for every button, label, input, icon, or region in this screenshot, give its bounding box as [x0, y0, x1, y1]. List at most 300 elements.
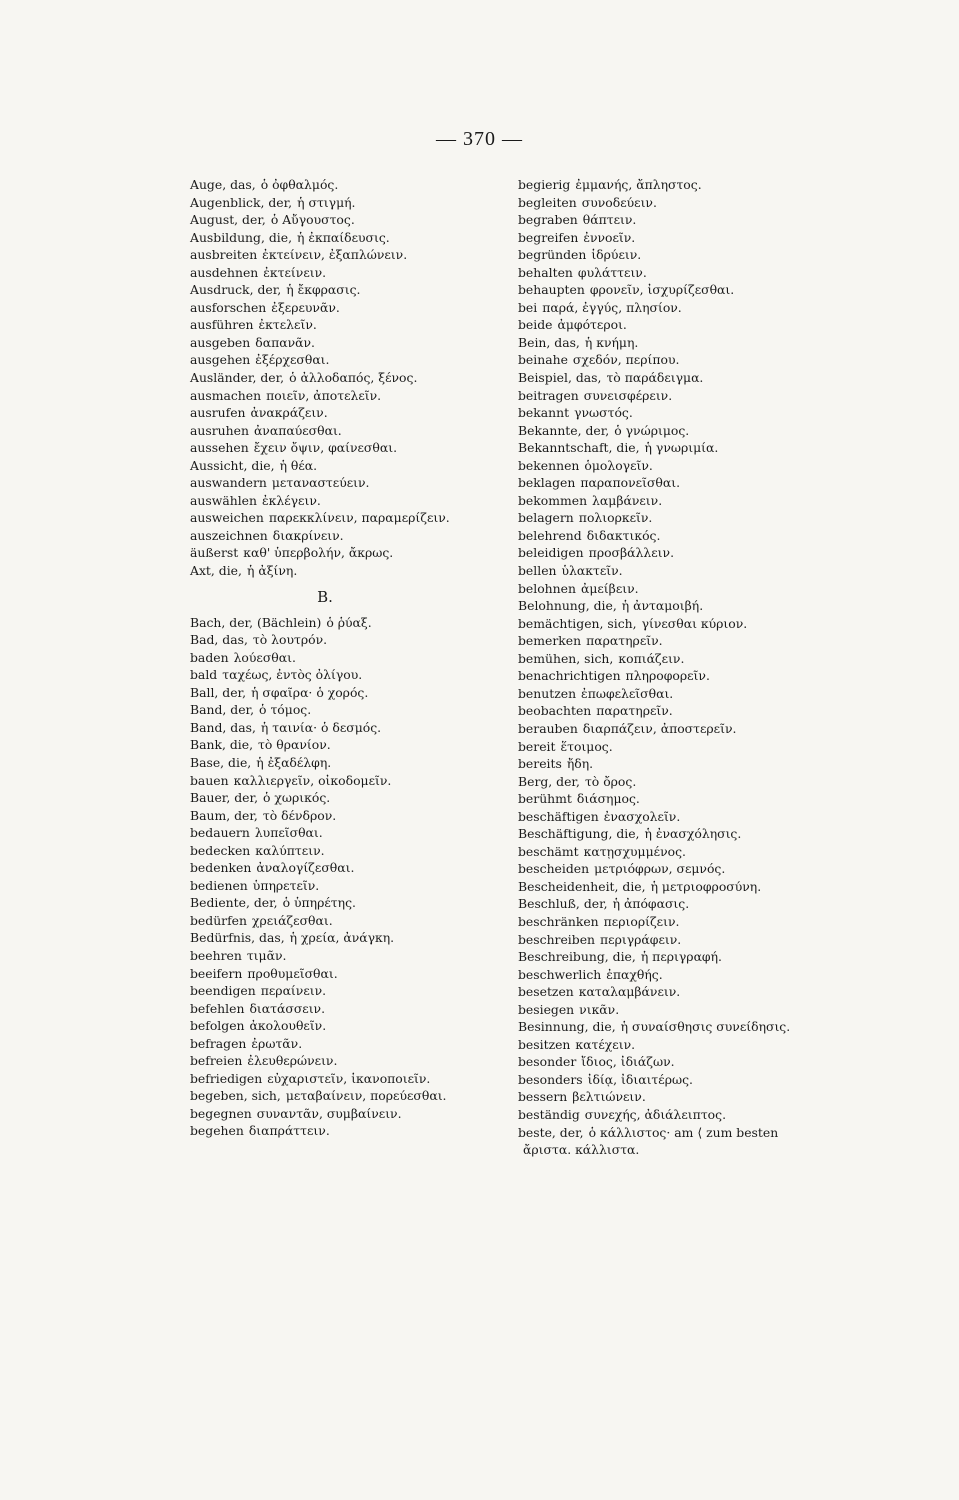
greek-translation: ὁ χωρικός.: [263, 790, 331, 806]
greek-translation: μετριόφρων, σεμνός.: [594, 861, 726, 877]
greek-translation: τὸ θρανίον.: [258, 737, 331, 753]
greek-translation: προσβάλλειν.: [588, 545, 675, 561]
greek-translation: λούεσθαι.: [233, 649, 296, 665]
dictionary-entry: [518, 702, 838, 720]
dictionary-entry: [518, 211, 838, 229]
german-headword: ausgehen: [190, 352, 251, 368]
dictionary-entry: [518, 667, 838, 685]
dictionary-entry: [190, 229, 550, 247]
dictionary-entry: [190, 457, 550, 475]
german-headword: Band, das,: [190, 719, 256, 735]
german-headword: begierig: [518, 177, 571, 192]
greek-translation: ἐξέρχεσθαι.: [255, 352, 330, 368]
dictionary-entry: [518, 1088, 838, 1106]
dictionary-entry: [518, 755, 838, 773]
german-headword: beständig: [518, 1106, 580, 1122]
german-headword: beeifern: [190, 965, 243, 981]
german-headword: ausforschen: [190, 299, 267, 315]
german-headword: beobachten: [518, 703, 592, 719]
dictionary-entry: [518, 1018, 838, 1036]
dictionary-entry: [190, 439, 550, 457]
german-headword: Bein, das,: [518, 334, 580, 350]
greek-translation: ἡ κνήμη.: [584, 334, 639, 350]
greek-translation: ἡ σφαῖρα· ὁ χορός.: [251, 684, 369, 700]
german-headword: bescheiden: [518, 861, 590, 877]
german-headword: Bekannte, der,: [518, 422, 610, 438]
dictionary-entry: [518, 1071, 838, 1089]
german-headword: bedienen: [190, 877, 248, 893]
dictionary-entry: [518, 264, 838, 282]
german-headword: ausweichen: [190, 510, 264, 526]
dictionary-entry: [518, 1036, 838, 1054]
german-headword: ausgeben: [190, 334, 251, 350]
greek-translation: ἡ θέα.: [279, 457, 318, 473]
german-headword: Base, die,: [190, 754, 252, 770]
german-headword: besitzen: [518, 1036, 571, 1052]
german-headword: belagern: [518, 510, 574, 526]
german-headword: besonder: [518, 1054, 577, 1070]
greek-translation: ἡ στιγμή.: [297, 194, 356, 210]
greek-translation: φυλάττειν.: [577, 264, 647, 280]
greek-translation: ὁμολογεῖν.: [584, 457, 653, 473]
greek-translation: λαμβάνειν.: [592, 492, 663, 508]
german-headword: belehrend: [518, 527, 582, 543]
german-headword: besetzen: [518, 984, 574, 1000]
greek-translation: ἐκτείνειν, ἐξαπλώνειν.: [262, 247, 408, 263]
greek-translation: ἐκτελεῖν.: [258, 317, 317, 333]
german-headword: baden: [190, 649, 229, 665]
dictionary-entry: [518, 316, 838, 334]
german-headword: besonders: [518, 1071, 583, 1087]
dictionary-entry: [190, 246, 550, 264]
greek-translation: ἐπωφελεῖσθαι.: [581, 685, 674, 701]
german-headword: bessern: [518, 1089, 568, 1105]
greek-translation: τὸ ὄρος.: [584, 773, 637, 789]
greek-translation: σχεδόν, περίπου.: [572, 352, 680, 368]
greek-translation: ταχέως, ἐντὸς ὀλίγου.: [222, 667, 363, 683]
german-headword: beendigen: [190, 983, 256, 999]
german-headword: bekennen: [518, 457, 580, 473]
german-headword: auszeichnen: [190, 527, 268, 543]
dictionary-entry: [518, 895, 838, 913]
dictionary-entry: [518, 860, 838, 878]
greek-translation: τὸ παράδειγμα.: [606, 370, 704, 386]
german-headword: bei: [518, 299, 538, 315]
dictionary-entry: [190, 947, 550, 965]
greek-translation: νικᾶν.: [579, 1001, 620, 1017]
greek-translation: ἐξερευνᾶν.: [271, 299, 340, 315]
greek-translation: συναντᾶν, συμβαίνειν.: [256, 1105, 402, 1121]
greek-translation: ἡ ἔκφρασις.: [286, 282, 361, 298]
greek-translation: ὁ ὑπηρέτης.: [282, 895, 356, 911]
greek-translation: εὐχαριστεῖν, ἱκανοποιεῖν.: [267, 1070, 431, 1086]
dictionary-entry: [518, 351, 838, 369]
german-headword: ausmachen: [190, 387, 262, 403]
german-headword: bemerken: [518, 633, 582, 649]
section-letter: B.: [317, 587, 333, 606]
greek-translation: συνεχής, ἀδιάλειπτος.: [584, 1106, 727, 1122]
greek-translation: ἔχειν ὄψιν, φαίνεσθαι.: [253, 440, 398, 456]
greek-translation: ὁ γνώριμος.: [614, 422, 690, 438]
dictionary-entry: [190, 965, 550, 983]
greek-translation: ἐλευθερώνειν.: [247, 1053, 338, 1069]
german-headword: bereit: [518, 738, 556, 754]
greek-translation: διαρπάζειν, ἀποστερεῖν.: [582, 720, 737, 736]
german-headword: bald: [190, 667, 218, 683]
german-headword: beschränken: [518, 913, 599, 929]
greek-translation: μεταναστεύειν.: [271, 475, 370, 491]
dictionary-entry: [190, 666, 550, 684]
german-headword: begreifen: [518, 229, 579, 245]
dictionary-entry: [518, 773, 838, 791]
dictionary-entry: [190, 684, 550, 702]
dictionary-entry: [190, 211, 550, 229]
german-headword: Beschluß, der,: [518, 896, 608, 912]
greek-translation: ὁ ῥύαξ.: [326, 614, 372, 630]
greek-translation: λυπεῖσθαι.: [254, 825, 323, 841]
left-column: [190, 176, 550, 1140]
greek-translation: ἐρωτᾶν.: [251, 1035, 303, 1051]
greek-translation: διατάσσειν.: [249, 1000, 326, 1016]
right-column: [518, 176, 838, 1159]
german-headword: beinahe: [518, 352, 568, 368]
greek-translation: ἰδίᾳ, ἰδιαιτέρως.: [587, 1071, 693, 1087]
dictionary-entry: [518, 404, 838, 422]
greek-translation: περιγράφειν.: [600, 931, 682, 947]
dictionary-entry: [190, 807, 550, 825]
dictionary-entry: [518, 562, 838, 580]
dictionary-entry: [518, 738, 838, 756]
greek-translation: ὁ κάλλιστος· am ⟨ zum besten: [588, 1124, 779, 1140]
dictionary-entry: [190, 281, 550, 299]
dictionary-entry: [190, 614, 550, 632]
greek-translation: καταλαμβάνειν.: [578, 984, 681, 1000]
german-headword: beschäftigen: [518, 808, 599, 824]
greek-translation: ἴδιος, ἰδιάζων.: [581, 1054, 675, 1070]
dictionary-entry: [190, 387, 550, 405]
german-headword: ausruhen: [190, 422, 249, 438]
greek-translation: ἡ χρεία, ἀνάγκη.: [289, 930, 395, 946]
dictionary-entry: [518, 369, 838, 387]
german-headword: Ausbildung, die,: [190, 229, 293, 245]
greek-translation: ἡ ἀξίνη.: [246, 563, 298, 579]
german-headword: befriedigen: [190, 1070, 263, 1086]
dictionary-entry: [190, 422, 550, 440]
greek-translation: ἤδη.: [566, 756, 594, 772]
dictionary-entry: [190, 859, 550, 877]
german-headword: bedauern: [190, 825, 250, 841]
greek-translation: ἐκλέγειν.: [261, 492, 321, 508]
dictionary-entry: [518, 983, 838, 1001]
german-headword: Belohnung, die,: [518, 598, 617, 614]
german-headword: Bediente, der,: [190, 895, 278, 911]
german-headword: beehren: [190, 947, 242, 963]
german-headword: bedenken: [190, 860, 252, 876]
german-headword: begründen: [518, 247, 587, 263]
dictionary-entry: [518, 474, 838, 492]
dictionary-entry: [518, 650, 838, 668]
greek-translation: παραπονεῖσθαι.: [580, 475, 681, 491]
german-headword: bemächtigen, sich,: [518, 615, 637, 631]
greek-translation: μεταβαίνειν, πορεύεσθαι.: [285, 1088, 447, 1104]
dictionary-entry: [518, 387, 838, 405]
german-headword: besiegen: [518, 1001, 575, 1017]
dictionary-entry: [190, 736, 550, 754]
german-headword: befolgen: [190, 1018, 245, 1034]
german-headword: auswandern: [190, 475, 267, 491]
greek-translation: ἡ μετριοφροσύνη.: [650, 878, 762, 894]
german-headword: befragen: [190, 1035, 247, 1051]
dictionary-entry: [190, 649, 550, 667]
greek-translation: ἀνακράζειν.: [250, 405, 328, 421]
german-headword: bemühen, sich,: [518, 650, 614, 666]
german-headword: behalten: [518, 264, 573, 280]
dictionary-entry: [518, 948, 838, 966]
greek-translation: παρεκκλίνειν, παραμερίζειν.: [268, 510, 450, 526]
greek-translation: ἡ ταινία· ὁ δεσμός.: [260, 719, 382, 735]
german-headword: Beispiel, das,: [518, 370, 602, 386]
dictionary-entry: [190, 334, 550, 352]
dictionary-entry: [190, 369, 550, 387]
greek-translation: καθ' ὑπερβολήν, ἄκρως.: [243, 545, 394, 561]
german-headword: Band, der,: [190, 702, 255, 718]
greek-translation: καλύπτειν.: [255, 842, 325, 858]
greek-translation: ἡ συναίσθησις συνείδησις.: [620, 1019, 791, 1035]
greek-translation: καλλιεργεῖν, οἰκοδομεῖν.: [233, 772, 392, 788]
dictionary-entry: [518, 439, 838, 457]
german-headword: bekannt: [518, 405, 570, 421]
greek-translation: ὑπηρετεῖν.: [252, 877, 320, 893]
dictionary-entry: [518, 527, 838, 545]
greek-translation: παρατηρεῖν.: [586, 633, 663, 649]
german-headword: berühmt: [518, 791, 572, 807]
german-headword: beleidigen: [518, 545, 584, 561]
greek-translation: κατέχειν.: [575, 1036, 636, 1052]
greek-translation: γνωστός.: [574, 405, 633, 421]
dictionary-entry: [190, 1000, 550, 1018]
german-headword: beide: [518, 317, 553, 333]
greek-translation: φρονεῖν, ἰσχυρίζεσθαι.: [589, 282, 735, 298]
german-headword: Bank, die,: [190, 737, 254, 753]
german-headword: Bad, das,: [190, 632, 248, 648]
dictionary-entry: [518, 615, 838, 633]
greek-translation: ἀναπαύεσθαι.: [253, 422, 342, 438]
german-headword: bedürfen: [190, 912, 247, 928]
greek-translation: ἡ ἐξαδέλφη.: [256, 754, 332, 770]
greek-translation: ἄριστα. κάλλιστα.: [523, 1142, 640, 1158]
greek-translation: ἡ ἐκπαίδευσις.: [297, 229, 390, 245]
greek-translation: περιορίζειν.: [603, 913, 680, 929]
german-headword: Berg, der,: [518, 773, 580, 789]
german-headword: ausführen: [190, 317, 254, 333]
dictionary-entry: [518, 597, 838, 615]
greek-translation: ἐννοεῖν.: [583, 229, 636, 245]
dictionary-entry: [190, 1052, 550, 1070]
dictionary-entry: [518, 843, 838, 861]
german-headword: behaupten: [518, 282, 585, 298]
greek-translation: ὑλακτεῖν.: [561, 563, 623, 579]
german-headword: Beschäftigung, die,: [518, 826, 640, 842]
greek-translation: προθυμεῖσθαι.: [247, 965, 338, 981]
dictionary-entry: [190, 562, 550, 580]
german-headword: ausbreiten: [190, 247, 258, 263]
german-headword: benachrichtigen: [518, 668, 621, 684]
german-headword: bekommen: [518, 492, 588, 508]
dictionary-entry: [518, 1106, 838, 1124]
dictionary-entry: [190, 1070, 550, 1088]
dictionary-entry: [518, 913, 838, 931]
german-headword: befehlen: [190, 1000, 245, 1016]
dictionary-entry: [190, 894, 550, 912]
greek-translation: περαίνειν.: [260, 983, 327, 999]
german-headword: bellen: [518, 563, 557, 579]
dictionary-entry: [190, 316, 550, 334]
greek-translation: ἐπαχθής.: [606, 966, 663, 982]
german-headword: begehen: [190, 1123, 244, 1139]
page-number: — 370 —: [436, 128, 523, 150]
greek-translation: ὁ Αὔγουστος.: [270, 212, 355, 228]
dictionary-entry: [190, 1017, 550, 1035]
dictionary-entry: [518, 1001, 838, 1019]
dictionary-entry: [518, 790, 838, 808]
greek-translation: διάσημος.: [576, 791, 640, 807]
dictionary-entry: [190, 982, 550, 1000]
german-headword: bauen: [190, 772, 229, 788]
german-headword: Ausländer, der,: [190, 370, 285, 386]
german-headword: begleiten: [518, 194, 577, 210]
german-headword: beschwerlich: [518, 966, 602, 982]
dictionary-entry: [190, 912, 550, 930]
dictionary-entry: [190, 492, 550, 510]
german-headword: Bekanntschaft, die,: [518, 440, 640, 456]
dictionary-entry: [518, 194, 838, 212]
german-headword: begegnen: [190, 1105, 252, 1121]
dictionary-entry: [518, 299, 838, 317]
greek-translation: ἐνασχολεῖν.: [603, 808, 681, 824]
german-headword: Ausdruck, der,: [190, 282, 282, 298]
dictionary-entry: [518, 808, 838, 826]
greek-translation: ἐκτείνειν.: [263, 264, 327, 280]
dictionary-entry: [518, 509, 838, 527]
dictionary-entry: [190, 544, 550, 562]
german-headword: Bach, der, (Bächlein): [190, 614, 322, 630]
german-headword: Baum, der,: [190, 807, 258, 823]
greek-translation: ἡ ἀνταμοιβή.: [621, 598, 704, 614]
dictionary-entry: [518, 1053, 838, 1071]
greek-translation: πληροφορεῖν.: [625, 668, 710, 684]
german-headword: beklagen: [518, 475, 576, 491]
greek-translation: ἐμμανής, ἄπληστος.: [575, 177, 702, 192]
greek-translation: ἀμφότεροι.: [557, 317, 627, 333]
greek-translation: κατῃσχυμμένος.: [583, 843, 686, 859]
dictionary-entry: [190, 929, 550, 947]
german-headword: Augenblick, der,: [190, 194, 293, 210]
german-headword: August, der,: [190, 212, 266, 228]
dictionary-entry: [190, 264, 550, 282]
dictionary-entry: [190, 176, 550, 194]
german-headword: äußerst: [190, 545, 239, 561]
german-headword: begraben: [518, 212, 578, 228]
greek-translation: τὸ λουτρόν.: [252, 632, 328, 648]
greek-translation: θάπτειν.: [582, 212, 637, 228]
dictionary-entry: [518, 229, 838, 247]
greek-translation: δαπανᾶν.: [255, 334, 315, 350]
german-headword: Ball, der,: [190, 684, 247, 700]
dictionary-entry: [190, 631, 550, 649]
greek-translation: συνοδεύειν.: [581, 194, 657, 210]
greek-translation: γίνεσθαι κύριον.: [641, 615, 748, 631]
german-headword: Auge, das,: [190, 177, 256, 192]
dictionary-entry: [190, 404, 550, 422]
dictionary-entry: [190, 194, 550, 212]
dictionary-entry: [190, 351, 550, 369]
greek-translation: βελτιώνειν.: [572, 1089, 646, 1105]
dictionary-entry: [518, 1141, 838, 1159]
dictionary-entry: [518, 281, 838, 299]
greek-translation: κοπιάζειν.: [618, 650, 685, 666]
dictionary-entry: [190, 509, 550, 527]
entries-a: [190, 176, 550, 580]
greek-translation: ποιεῖν, ἀποτελεῖν.: [266, 387, 382, 403]
german-headword: Bauer, der,: [190, 790, 259, 806]
dictionary-entry: [518, 544, 838, 562]
greek-translation: ἡ ἐνασχόλησις.: [644, 826, 742, 842]
dictionary-entry: [190, 299, 550, 317]
dictionary-entry: [518, 492, 838, 510]
dictionary-entry: [190, 1035, 550, 1053]
greek-translation: ἕτοιμος.: [560, 738, 613, 754]
greek-translation: συνεισφέρειν.: [583, 387, 673, 403]
greek-translation: ἡ γνωριμία.: [644, 440, 719, 456]
german-headword: beitragen: [518, 387, 579, 403]
german-headword: Beschreibung, die,: [518, 949, 636, 965]
dictionary-entry: [518, 825, 838, 843]
greek-translation: παρατηρεῖν.: [596, 703, 673, 719]
german-headword: befreien: [190, 1053, 243, 1069]
dictionary-entry: [518, 720, 838, 738]
dictionary-entry: [518, 632, 838, 650]
german-headword: benutzen: [518, 685, 577, 701]
german-headword: Axt, die,: [190, 563, 242, 579]
dictionary-entry: [518, 457, 838, 475]
dictionary-entry: [518, 422, 838, 440]
greek-translation: διακρίνειν.: [272, 527, 344, 543]
dictionary-entry: [190, 474, 550, 492]
greek-translation: ἱδρύειν.: [591, 247, 642, 263]
german-headword: beschämt: [518, 843, 579, 859]
german-headword: beschreiben: [518, 931, 596, 947]
greek-translation: ἀκολουθεῖν.: [249, 1018, 327, 1034]
greek-translation: ὁ τόμος.: [259, 702, 312, 718]
german-headword: Aussicht, die,: [190, 457, 275, 473]
greek-translation: πολιορκεῖν.: [578, 510, 653, 526]
dictionary-entry: [518, 334, 838, 352]
german-headword: belohnen: [518, 580, 576, 596]
german-headword: begeben, sich,: [190, 1088, 281, 1104]
dictionary-entry: [190, 1087, 550, 1105]
greek-translation: ἡ ἀπόφασις.: [612, 896, 690, 912]
greek-translation: τιμᾶν.: [246, 947, 287, 963]
dictionary-entry: [518, 878, 838, 896]
dictionary-entry: [518, 1124, 838, 1142]
dictionary-entry: [518, 966, 838, 984]
dictionary-entry: [190, 772, 550, 790]
german-headword: bereits: [518, 756, 562, 772]
german-headword: Besinnung, die,: [518, 1019, 616, 1035]
dictionary-entry: [190, 719, 550, 737]
dictionary-entry: [190, 789, 550, 807]
dictionary-entry: [518, 580, 838, 598]
